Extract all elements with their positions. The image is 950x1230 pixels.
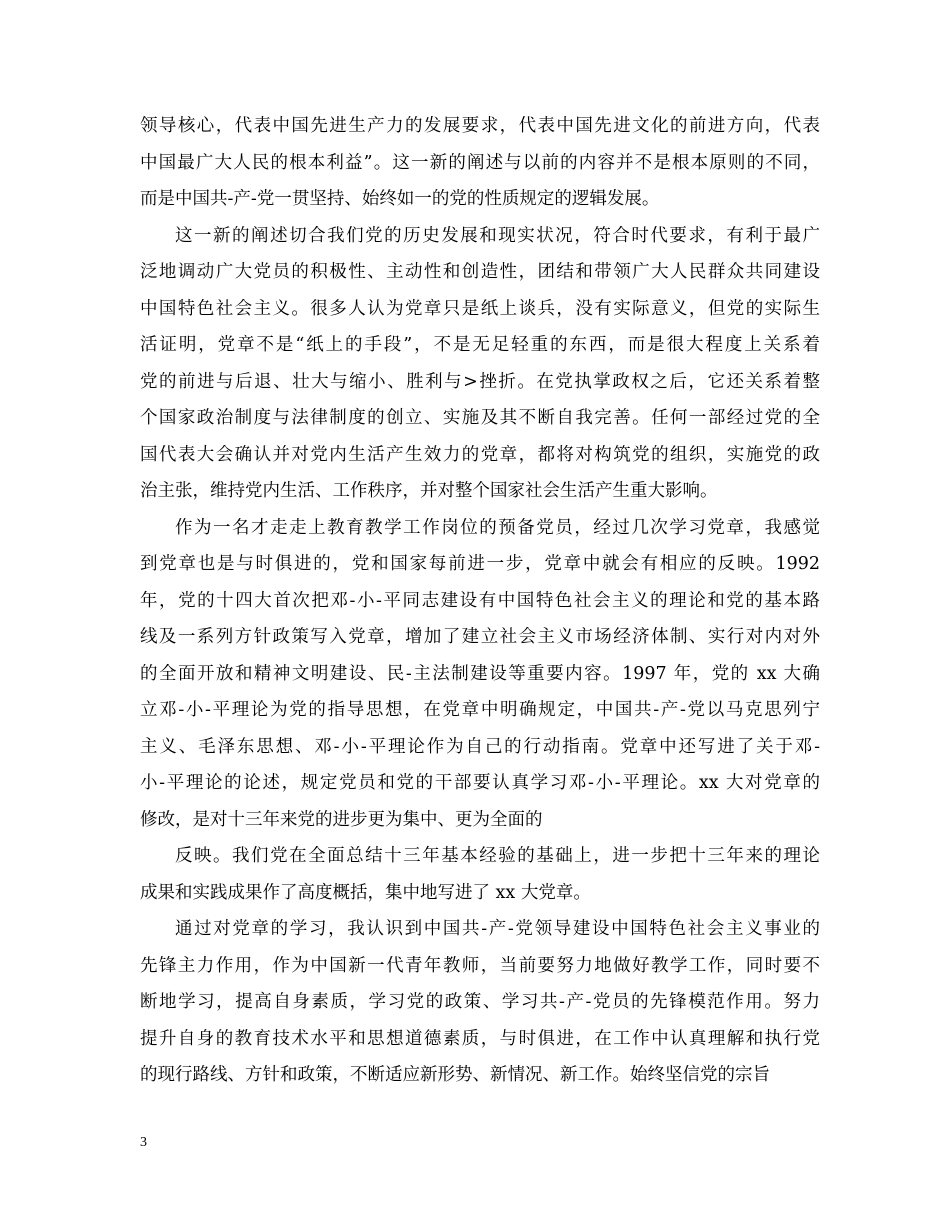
body-text xyxy=(140,108,820,1094)
paragraph xyxy=(140,911,820,1094)
text-line: 国代表大会确认并对党内生活产生效力的党章，都将对构筑党的组织，实施党的政 xyxy=(140,444,820,465)
page-number: 3 xyxy=(140,1135,147,1150)
text-line: 提升自身的教育技术水平和思想道德素质，与时俱进，在工作中认真理解和执行党 xyxy=(140,1028,820,1049)
text-line: 成果和实践成果作了高度概括，集中地写进了 xx 大党章。 xyxy=(140,882,591,903)
text-line: 作为一名才走走上教育教学工作岗位的预备党员，经过几次学习党章，我感觉 xyxy=(175,517,820,538)
text-line: 而是中国共-产-党一贯坚持、始终如一的党的性质规定的逻辑发展。 xyxy=(140,189,660,209)
text-line: 反映。我们党在全面总结十三年基本经验的基础上，进一步把十三年来的理论 xyxy=(175,846,820,866)
paragraph xyxy=(140,218,820,510)
text-line: 党的前进与后退、壮大与缩小、胜利与>挫折。在党执掌政权之后，它还关系着整 xyxy=(140,371,820,392)
text-line: 中国最广大人民的根本利益”。这一新的阐述与以前的内容并不是根本原则的不同， xyxy=(140,152,820,173)
paragraph xyxy=(140,108,820,218)
text-line: 泛地调动广大党员的积极性、主动性和创造性，团结和带领广大人民群众共同建设 xyxy=(140,262,820,282)
text-line: 年，党的十四大首次把邓-小-平同志建设有中国特色社会主义的理论和党的基本路 xyxy=(140,590,820,611)
text-line: 立邓-小-平理论为党的指导思想，在党章中明确规定，中国共-产-党以马克思列宁 xyxy=(140,700,820,720)
text-line: 的全面开放和精神文明建设、民-主法制建设等重要内容。1997 年，党的 xx 大确 xyxy=(140,663,820,684)
text-line: 这一新的阐述切合我们党的历史发展和现实状况，符合时代要求，有利于最广 xyxy=(175,225,820,246)
text-line: 领导核心，代表中国先进生产力的发展要求，代表中国先进文化的前进方向，代表 xyxy=(140,116,820,136)
text-line: 中国特色社会主义。很多人认为党章只是纸上谈兵，没有实际意义，但党的实际生 xyxy=(140,298,820,319)
text-line: 个国家政治制度与法律制度的创立、实施及其不断自我完善。任何一部经过党的全 xyxy=(140,408,820,428)
text-line: 修改，是对十三年来党的进步更为集中、更为全面的 xyxy=(140,809,543,830)
text-line: 的现行路线、方针和政策，不断适应新形势、新情况、新工作。始终坚信党的宗旨 xyxy=(140,1065,770,1085)
text-line: 小-平理论的论述，规定党员和党的干部要认真学习邓-小-平理论。xx 大对党章的 xyxy=(140,773,820,793)
text-line: 治主张，维持党内生活、工作秩序，并对整个国家社会生活产生重大影响。 xyxy=(140,481,718,501)
text-line: 到党章也是与时俱进的，党和国家每前进一步，党章中就会有相应的反映。1992 xyxy=(140,554,820,574)
text-line: 通过对党章的学习，我认识到中国共-产-党领导建设中国特色社会主义事业的 xyxy=(175,919,820,939)
text-line: 主义、毛泽东思想、邓-小-平理论作为自己的行动指南。党章中还写进了关于邓- xyxy=(140,736,820,757)
paragraph xyxy=(140,838,820,911)
paragraph xyxy=(140,510,820,839)
text-line: 线及一系列方针政策写入党章，增加了建立社会主义市场经济体制、实行对内对外 xyxy=(140,627,820,647)
text-line: 先锋主力作用，作为中国新一代青年教师，当前要努力地做好教学工作，同时要不 xyxy=(140,955,820,976)
text-line: 活证明，党章不是“纸上的手段”，不是无足轻重的东西，而是很大程度上关系着 xyxy=(140,335,820,355)
text-line: 断地学习，提高自身素质，学习党的政策、学习共-产-党员的先锋模范作用。努力 xyxy=(140,992,820,1012)
